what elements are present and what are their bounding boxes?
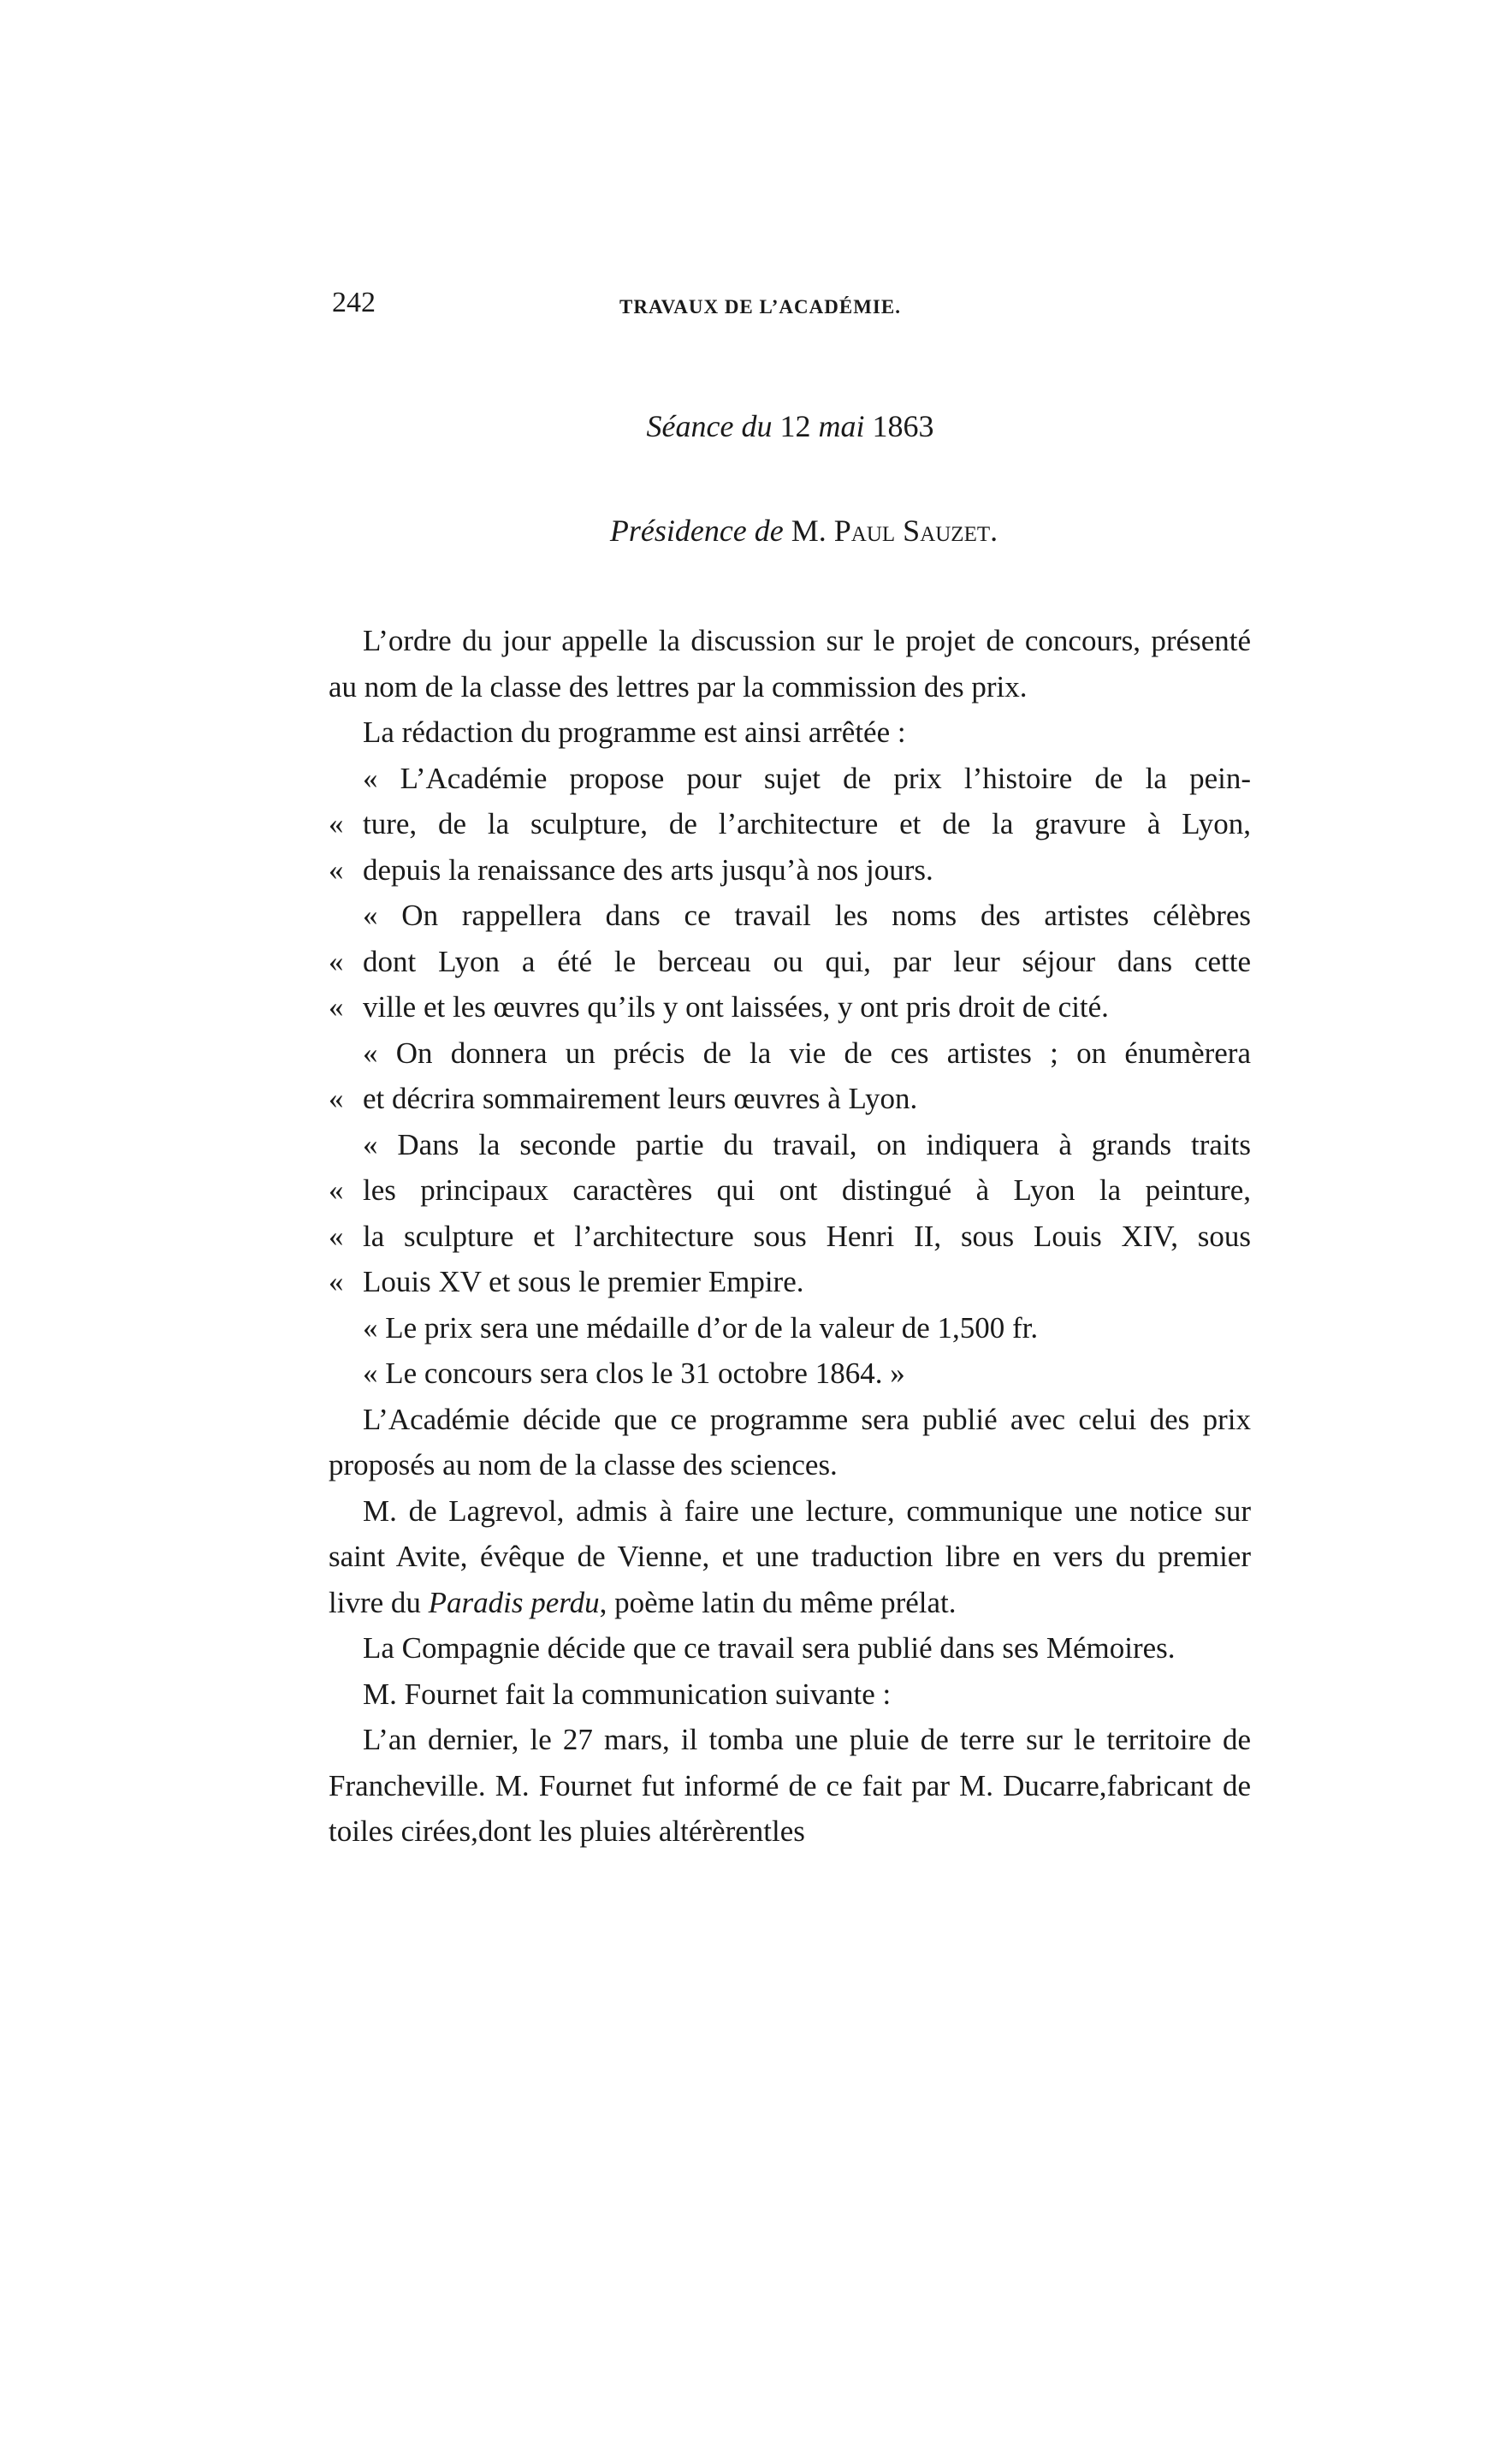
quote-mark: « bbox=[329, 990, 344, 1024]
session-heading bbox=[0, 407, 1505, 445]
quote-mark: « bbox=[329, 1082, 344, 1115]
quote-deadline: « Le concours sera clos le 31 octobre 1864. » bbox=[363, 1357, 905, 1390]
quote-line-text: ville et les œuvres qu’ils y ont laissées, y ont pris droit de cité. bbox=[363, 990, 1109, 1024]
quote-mark: « bbox=[329, 807, 344, 840]
quote-line bbox=[329, 801, 1251, 847]
work-title: Paradis perdu bbox=[428, 1585, 600, 1619]
seance-year: 1863 bbox=[872, 409, 934, 443]
president-name: Paul Sauzet bbox=[833, 514, 991, 548]
presidency-line bbox=[0, 512, 1505, 549]
presidence-prefix: Présidence de bbox=[609, 514, 791, 548]
page-number: 242 bbox=[332, 287, 376, 318]
quote-mark: « bbox=[329, 852, 344, 887]
quote-block-biography bbox=[329, 1030, 1251, 1122]
paragraph-earth-rain: L’an dernier, le 27 mars, il tomba une pluie de terre sur le territoire de Francheville. M. Fournet fut informé de ce fait par M. Ducarre,fabricant de toiles cirées,dont les pluies altérèrentles bbox=[329, 1723, 1251, 1848]
quote-line bbox=[329, 939, 1251, 985]
lagrevol-text-end: , poème latin du même prélat. bbox=[599, 1585, 957, 1619]
lagrevol-text-start: M. de Lagrevol, admis à faire une lecture, communique une notice sur saint Avite, évêque de Vienne, et une traduction libre en vers du premier livre du bbox=[329, 1493, 1251, 1619]
body-text bbox=[329, 618, 1251, 1855]
quote-mark: « bbox=[329, 1173, 344, 1207]
quote-line: « On rappellera dans ce travail les noms des artistes célèbres bbox=[363, 899, 1251, 932]
quote-line-text: dont Lyon a été le berceau ou qui, par leur séjour dans cette bbox=[363, 944, 1251, 978]
quote-line bbox=[329, 1214, 1251, 1260]
quote-line: « On donnera un précis de la vie de ces artistes ; on énumèrera bbox=[363, 1036, 1251, 1070]
quote-line-text: ture, de la sculpture, de l’architecture et de la gravure à Lyon, bbox=[363, 807, 1251, 840]
quote-line-text: la sculpture et l’architecture sous Henri II, sous Louis XIV, sous bbox=[363, 1219, 1251, 1253]
quote-mark: « bbox=[329, 1265, 344, 1298]
quote-mark: « bbox=[329, 1219, 344, 1253]
presidence-suffix: . bbox=[990, 514, 998, 548]
quote-block-subject bbox=[329, 756, 1251, 894]
quote-block-artists bbox=[329, 893, 1251, 1030]
quote-line-text: et décrira sommairement leurs œuvres à Lyon. bbox=[363, 1082, 918, 1115]
quote-line-text: les principaux caractères qui ont distingué à Lyon la peinture, bbox=[363, 1173, 1251, 1207]
paragraph-lagrevol bbox=[329, 1488, 1251, 1626]
paragraph-publication: L’Académie décide que ce programme sera publié avec celui des prix proposés au nom de la classe des sciences. bbox=[329, 1402, 1251, 1481]
president-title: M. bbox=[791, 514, 834, 548]
quote-prize: « Le prix sera une médaille d’or de la valeur de 1,500 fr. bbox=[363, 1310, 1039, 1345]
quote-block-second-part bbox=[329, 1122, 1251, 1305]
quote-line bbox=[329, 847, 1251, 894]
quote-line: « L’Académie propose pour sujet de prix l’histoire de la pein- bbox=[363, 761, 1251, 795]
quote-mark: « bbox=[329, 944, 344, 978]
quote-line bbox=[329, 984, 1251, 1030]
quote-line bbox=[329, 1167, 1251, 1214]
quote-line-text: depuis la renaissance des arts jusqu’à nos jours. bbox=[363, 852, 933, 887]
quote-line: « Dans la seconde partie du travail, on indiquera à grands traits bbox=[363, 1127, 1251, 1161]
seance-day: 12 bbox=[779, 409, 811, 443]
quote-line bbox=[329, 1076, 1251, 1122]
seance-month: mai bbox=[810, 409, 873, 443]
quote-line bbox=[329, 1259, 1251, 1305]
seance-prefix: Séance du bbox=[646, 409, 780, 443]
paragraph-programme-intro: La rédaction du programme est ainsi arrêtée : bbox=[363, 715, 906, 749]
running-title: TRAVAUX DE L’ACADÉMIE. bbox=[619, 296, 901, 318]
paragraph-agenda: L’ordre du jour appelle la discussion sur le projet de concours, présenté au nom de la classe des lettres par la commission des prix. bbox=[329, 624, 1251, 704]
quote-line-text: Louis XV et sous le premier Empire. bbox=[363, 1265, 804, 1298]
paragraph-fournet-intro: M. Fournet fait la communication suivante : bbox=[363, 1677, 892, 1711]
paragraph-memoires: La Compagnie décide que ce travail sera publié dans ses Mémoires. bbox=[363, 1631, 1176, 1665]
